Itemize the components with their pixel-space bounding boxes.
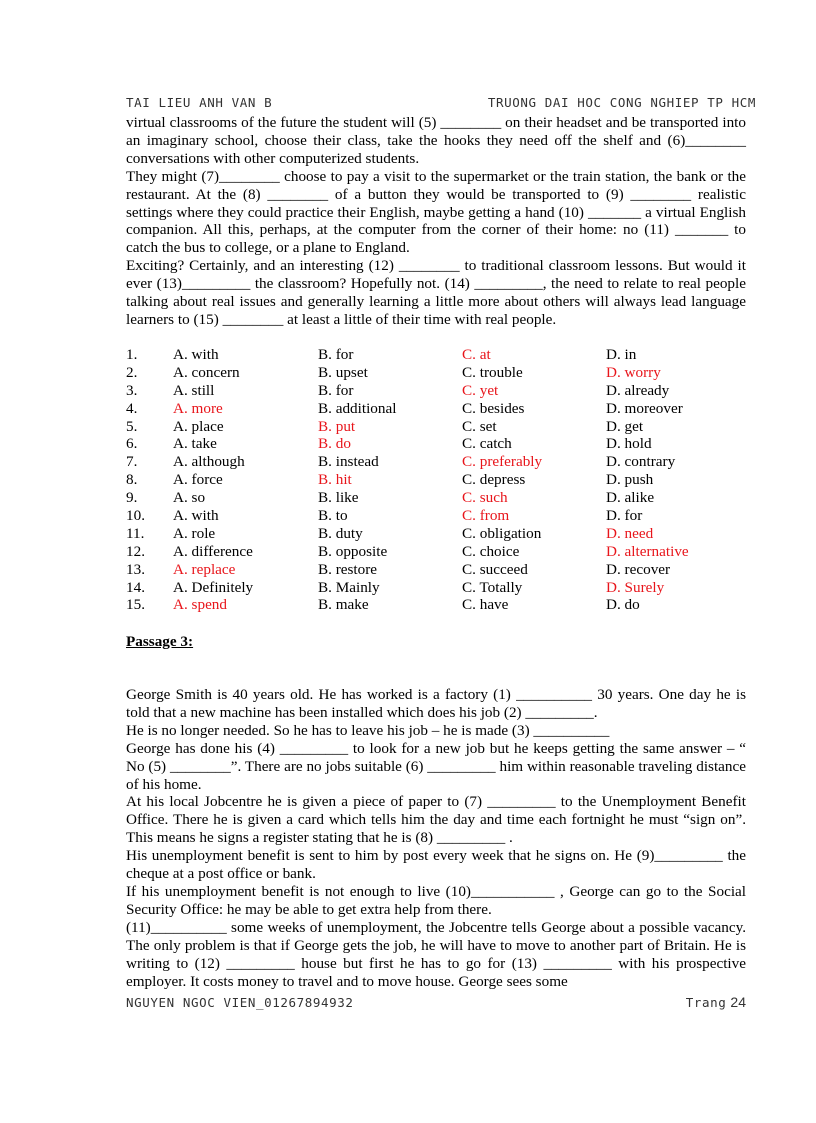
- passage-2-paragraph: They might (7)________ choose to pay a visit to the supermarket or the train station, the bank or the restaurant. At the (8) ________ of a button they would be transported to (9) ________ realistic settings where they could practice their English, maybe getting a hand (10) _______ a virtual English companion. All this, perhaps, at the computer from the corner of their home: no (11) _______ to catch the bus to college, or a plane to England.: [126, 167, 746, 257]
- option-a: A. role: [173, 524, 216, 542]
- passage-3-paragraph: If his unemployment benefit is not enough to live (10)___________ , George can go to the Social Security Office: he may be able to get extra help from there.: [126, 882, 746, 918]
- option-c: C. set: [462, 417, 497, 435]
- passage-3-heading-text: Passage 3: [126, 633, 189, 650]
- question-number: 1.: [126, 346, 138, 363]
- option-a: A. place: [173, 417, 224, 435]
- option-b: B. to: [318, 507, 348, 525]
- passage-2-paragraph: virtual classrooms of the future the student will (5) ________ on their headset and be transported into an imaginary school, choose their class, take the hooks they need off the shelf and (6)________ conversations with other computerized students.: [126, 114, 746, 167]
- answer-options-list: [126, 346, 746, 614]
- option-a: A. still: [173, 381, 215, 399]
- question-number: 8.: [126, 471, 138, 489]
- answer-row: [126, 364, 746, 382]
- option-b: B. do: [318, 435, 351, 453]
- option-b: B. restore: [318, 560, 378, 578]
- option-c: C. obligation: [462, 524, 542, 542]
- passage-3-paragraph: He is no longer needed. So he has to leave his job – he is made (3) __________: [126, 721, 610, 739]
- question-number: 3.: [126, 381, 138, 399]
- option-d: D. already: [606, 381, 670, 399]
- option-d: D. contrary: [606, 453, 676, 471]
- question-number: 10.: [126, 507, 145, 525]
- option-b: B. instead: [318, 453, 379, 471]
- option-c: C. preferably: [462, 453, 543, 471]
- option-c: C. Totally: [462, 578, 523, 596]
- question-number: 12.: [126, 542, 145, 560]
- page-number: 24: [730, 994, 746, 1010]
- passage-3-text: [126, 686, 746, 990]
- option-d: D. need: [606, 524, 654, 542]
- option-c: C. depress: [462, 471, 526, 489]
- option-c: C. catch: [462, 435, 512, 453]
- option-a: A. replace: [173, 560, 236, 578]
- page-label: Trang: [685, 995, 727, 1010]
- option-a: A. with: [173, 346, 219, 363]
- option-b: B. hit: [318, 471, 352, 489]
- option-b: B. put: [318, 417, 356, 435]
- answer-row: [126, 543, 746, 561]
- option-d: D. worry: [606, 363, 661, 381]
- option-d: D. get: [606, 417, 644, 435]
- option-b: B. for: [318, 381, 354, 399]
- answer-row: [126, 489, 746, 507]
- option-c: C. trouble: [462, 363, 523, 381]
- option-d: D. do: [606, 596, 640, 614]
- question-number: 5.: [126, 417, 138, 435]
- question-number: 2.: [126, 363, 138, 381]
- question-number: 15.: [126, 596, 145, 614]
- option-b: B. like: [318, 489, 359, 507]
- passage-3-paragraph: At his local Jobcentre he is given a piece of paper to (7) _________ to the Unemployment Benefit Office. There he is given a card which tells him the day and time each fortnight he must “sign on”. This means he signs a register stating that he is (8) _________ .: [126, 793, 746, 847]
- option-c: C. such: [462, 489, 508, 507]
- footer-author: NGUYEN NGOC VIEN_01267894932: [126, 995, 354, 1010]
- option-a: A. more: [173, 399, 223, 417]
- option-a: A. with: [173, 507, 219, 525]
- option-c: C. yet: [462, 381, 499, 399]
- option-d: D. push: [606, 471, 654, 489]
- passage-3-heading: [126, 633, 193, 651]
- answer-row: [126, 453, 746, 471]
- option-b: B. opposite: [318, 542, 388, 560]
- option-c: C. at: [462, 346, 491, 363]
- answer-row: [126, 346, 746, 364]
- answer-row: [126, 418, 746, 436]
- option-b: B. duty: [318, 524, 363, 542]
- question-number: 9.: [126, 489, 138, 507]
- option-d: D. for: [606, 507, 643, 525]
- option-d: D. in: [606, 346, 637, 363]
- option-d: D. alternative: [606, 542, 689, 560]
- question-number: 4.: [126, 399, 138, 417]
- option-c: C. besides: [462, 399, 525, 417]
- option-a: A. spend: [173, 596, 227, 614]
- passage-3-paragraph: His unemployment benefit is sent to him by post every week that he signs on. He (9)_________ the cheque at a post office or bank.: [126, 847, 746, 883]
- answer-row: [126, 471, 746, 489]
- answer-row: [126, 507, 746, 525]
- header-right-text: TRUONG DAI HOC CONG NGHIEP TP HCM: [487, 95, 756, 110]
- option-a: A. take: [173, 435, 217, 453]
- option-a: A. difference: [173, 542, 253, 560]
- option-d: D. moreover: [606, 399, 683, 417]
- option-d: D. recover: [606, 560, 671, 578]
- option-b: B. Mainly: [318, 578, 380, 596]
- question-number: 6.: [126, 435, 138, 453]
- option-a: A. so: [173, 489, 206, 507]
- page-footer: [126, 995, 746, 1015]
- option-d: D. hold: [606, 435, 652, 453]
- answer-row: [126, 382, 746, 400]
- passage-3-paragraph: George Smith is 40 years old. He has worked is a factory (1) __________ 30 years. One day he is told that a new machine has been installed which does his job (2) _________.: [126, 686, 746, 721]
- answer-row: [126, 579, 746, 597]
- option-c: C. have: [462, 596, 509, 614]
- option-d: D. Surely: [606, 578, 665, 596]
- header-left-text: TAI LIEU ANH VAN B: [126, 95, 273, 110]
- option-b: B. for: [318, 346, 354, 363]
- option-a: A. although: [173, 453, 245, 471]
- passage-2-paragraph: Exciting? Certainly, and an interesting (12) ________ to traditional classroom lessons. But would it ever (13)_________ the classroom? Hopefully not. (14) _________, the need to relate to real people talking about real issues and generally learning a little more about others will always lead language learners to (15) ________ at least a little of their time with real people.: [126, 257, 746, 328]
- option-b: B. additional: [318, 399, 397, 417]
- passage-2-text: [126, 114, 746, 329]
- option-d: D. alike: [606, 489, 655, 507]
- option-c: C. choice: [462, 542, 520, 560]
- passage-3-paragraph: (11)__________ some weeks of unemployment, the Jobcentre tells George about a possible vacancy. The only problem is that if George gets the job, he will have to move to another part of Britain. He is writing to (12) _________ house but first he has to go for (13) _________ with his prospective employer. It costs money to travel and to move house. George sees some: [126, 918, 746, 990]
- question-number: 11.: [126, 524, 145, 542]
- question-number: 13.: [126, 560, 145, 578]
- answer-row: [126, 400, 746, 418]
- option-b: B. upset: [318, 363, 368, 381]
- passage-3-paragraph: George has done his (4) _________ to look for a new job but he keeps getting the same answer – “ No (5) ________”. There are no jobs suitable (6) _________ him within reasonable traveling distance of his home.: [126, 739, 746, 793]
- answer-row: [126, 561, 746, 579]
- answer-row: [126, 596, 746, 614]
- question-number: 14.: [126, 578, 145, 596]
- option-a: A. concern: [173, 363, 240, 381]
- option-a: A. Definitely: [173, 578, 254, 596]
- passage-3-heading-colon: :: [188, 633, 194, 650]
- option-c: C. from: [462, 507, 510, 525]
- option-a: A. force: [173, 471, 223, 489]
- option-b: B. make: [318, 596, 369, 614]
- question-number: 7.: [126, 453, 138, 471]
- page-header: [126, 95, 756, 113]
- answer-row: [126, 525, 746, 543]
- footer-page-indicator: [686, 994, 746, 1012]
- answer-row: [126, 435, 746, 453]
- option-c: C. succeed: [462, 560, 528, 578]
